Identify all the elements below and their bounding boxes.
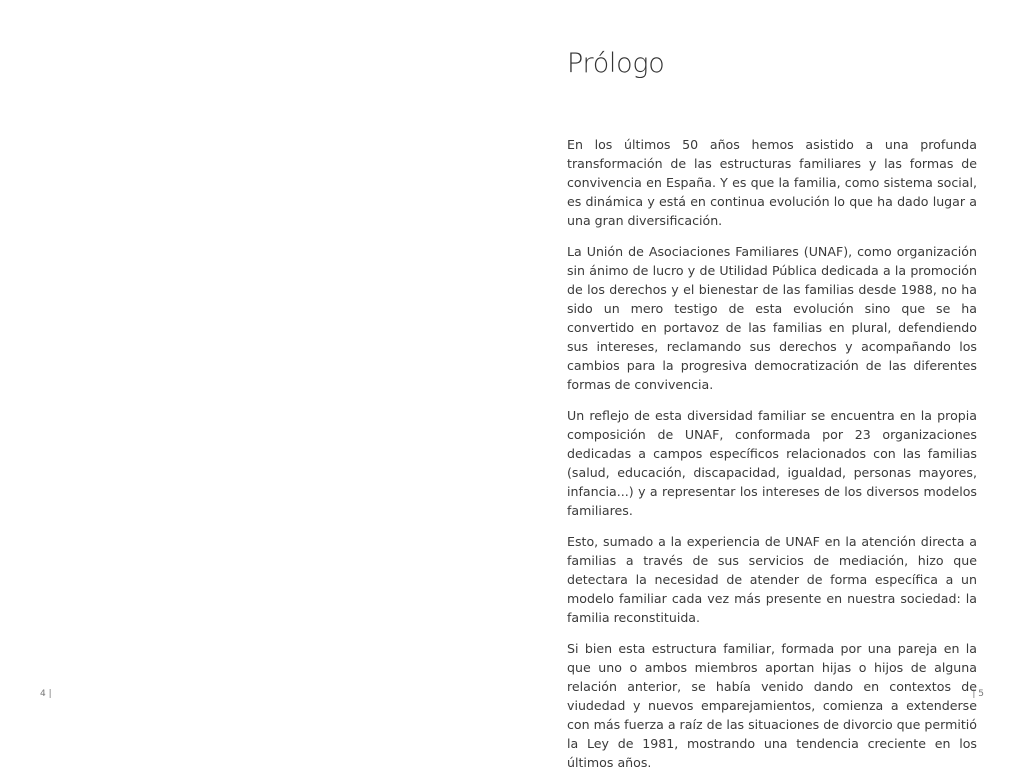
left-page (0, 0, 512, 727)
paragraph-3: Un reflejo de esta diversidad familiar se encuentra en la propia composición de UNAF, conformada por 23 organizaciones dedicadas a campos específicos relacionados con las familias (salud, educación, discapacidad, igualdad, personas mayores, infancia...) y a representar los intereses de los diversos modelos familiares. (567, 408, 977, 518)
right-page (512, 0, 1024, 770)
paragraph-5: Si bien esta estructura familiar, formada por una pareja en la que uno o ambos miembros aportan hijas o hijos de alguna relación anterior, se había venido dando en contextos de viudedad y nuevos emparejamientos, comienza a extenderse con más fuerza a raíz de las situaciones de divorcio que permitió la Ley de 1981, mostrando una tendencia creciente en los últimos años. (567, 641, 977, 770)
prologue-body (567, 135, 977, 772)
page-number-left: 4 | (40, 689, 52, 699)
paragraph-1: En los últimos 50 años hemos asistido a una profunda transformación de las estructuras familiares y las formas de convivencia en España. Y es que la familia, como sistema social, es dinámica y está en continua evolución lo que ha dado lugar a una gran diversificación. (567, 137, 977, 228)
paragraph-4: Esto, sumado a la experiencia de UNAF en la atención directa a familias a través de sus servicios de mediación, hizo que detectara la necesidad de atender de forma específica a un modelo familiar cada vez más presente en nuestra sociedad: la familia reconstituida. (567, 534, 977, 625)
paragraph-2: La Unión de Asociaciones Familiares (UNAF), como organización sin ánimo de lucro y de Utilidad Pública dedicada a la promoción de los derechos y el bienestar de las familias desde 1988, no ha sido un mero testigo de esta evolución sino que se ha convertido en portavoz de las familias en plural, defendiendo sus intereses, reclamando sus derechos y acompañando los cambios para la progresiva democratización de las diferentes formas de convivencia. (567, 244, 977, 392)
page-number-right: | 5 (972, 689, 984, 699)
page-title: Prólogo (567, 48, 665, 79)
